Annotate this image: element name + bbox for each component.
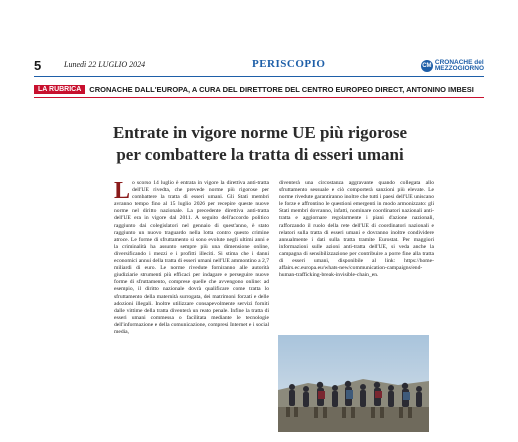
header-divider xyxy=(34,76,484,77)
article-title-line2: per combattere la tratta di esseri umani xyxy=(116,145,404,164)
page-number: 5 xyxy=(34,58,42,73)
newspaper-logo xyxy=(421,58,484,74)
article-column-2-text: diventerà una circostanza aggravante quando collegata allo sfruttamento sessuale e ciò comporterà sanzioni più elevate. Le norme rivedute garantiranno inoltre che tutti i paesi dell'UE uniscano le forze e affrontino le questioni emergenti in modo armonizzato: gli Stati membri dovranno, infatti, nominare coordinatori nazionali anti-tratta e aggiornare regolarmente i piani d'azione nazionali, rafforzando il ruolo della rete dell'UE di coordinatori nazionali e relatori sulla tratta di esseri umani e dovranno inoltre condividere annualmente i dati sulla tratta tramite Eurostat. Per maggiori informazioni sulle azioni anti-tratta dell'UE, si veda anche la campagna di sensibilizzazione per contribuire a porre fine alla tratta di esseri umani, disponibile al link: https://home-affairs.ec.europa.eu/whats-new/communication-campaigns/end-human-trafficking-break-invisible-chain_en. xyxy=(279,180,434,279)
newspaper-logo-icon: CM xyxy=(421,60,433,72)
newspaper-name xyxy=(435,60,484,73)
article-title xyxy=(40,122,480,166)
rubric-divider xyxy=(34,97,484,98)
drop-cap: L xyxy=(114,178,131,204)
article-column-1 xyxy=(114,180,269,336)
rubric-tag: LA RUBRICA xyxy=(34,85,85,94)
newspaper-name-line2: MEZZOGIORNO xyxy=(434,65,484,72)
migrants-photo-illustration xyxy=(278,335,429,432)
issue-date: Lunedì 22 LUGLIO 2024 xyxy=(64,60,146,69)
section-title: PERISCOPIO xyxy=(252,58,326,70)
newspaper-name-line1: CRONACHE del xyxy=(434,58,484,66)
article-title-line1: Entrate in vigore norme UE più rigorose xyxy=(112,123,407,142)
rubric-bar xyxy=(34,84,484,95)
article-column-2 xyxy=(279,180,434,279)
article-column-1-text: o scorso 14 luglio è entrata in vigore la direttiva anti-tratta dell'UE rivedta, che prevede norme più rigorose per combattere la tratta di esseri umani. Gli Stati membri avranno tempo fino al 15 luglio 2026 per recepire queste nuove norme nel diritto nazionale. La precedente direttiva anti-tratta dell'UE era in vigore dal 2011. A seguito dell'accordo politico raggiunto dai colegislatori nel gennaio di quest'anno, è stato raggiunto un nuovo traguardo nella lotta contro questo crimine atroce. Le forme di sfruttamento si sono evolute negli ultimi anni e la criminalità ha assunto sempre più una dimensione online, diversificando i mezzi e i profitti illeciti. Si stima che i danni economici annui della tratta di esseri umani nell'UE ammontino a 2,7 miliardi di euro. Le norme rivedute forniranno alle autorità giudiziarie strumenti più efficaci per indagare e perseguire nuove forme di sfruttamento, comprese quelle che avvengono online: ad esempio, il diritto nazionale dovrà qualificare come tratta lo sfruttamento della maternità surrogata, dei matrimoni forzati e delle adozioni illegali. Inoltre utilizzare consapevolmente servizi forniti dalle vittime della tratta diventerà un reato penale. Infine la tratta di esseri umani commessa o facilitata mediante le tecnologie dell'informazione e della comunicazione, compresi Internet e i social media, xyxy=(114,180,269,335)
article-photo xyxy=(278,335,429,432)
rubric-text: CRONACHE DALL'EUROPA, A CURA DEL DIRETTORE DEL CENTRO EUROPEO DIRECT, ANTONINO IMBESI xyxy=(89,85,474,94)
page-header xyxy=(34,58,484,76)
